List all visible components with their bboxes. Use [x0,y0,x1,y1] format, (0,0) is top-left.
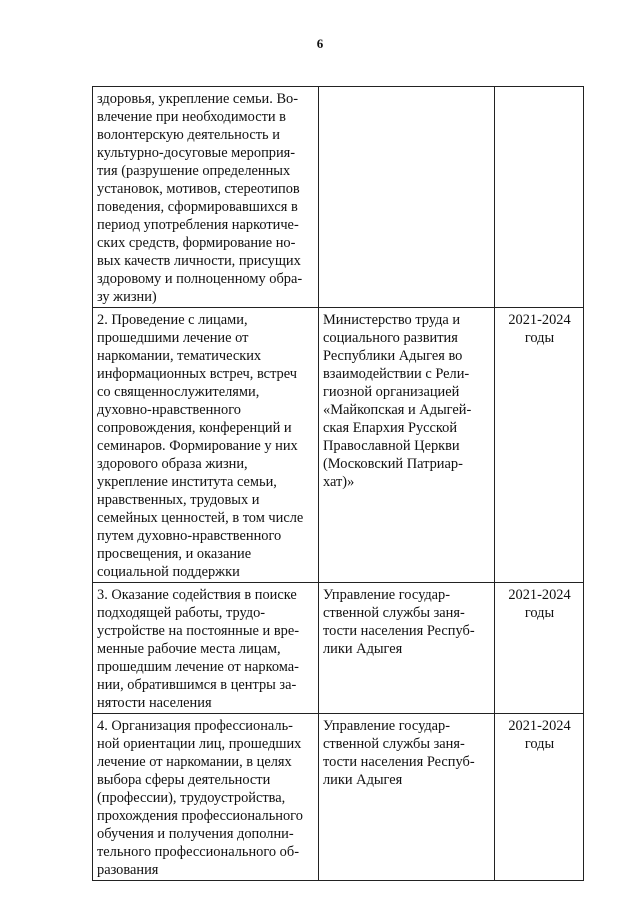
executor-cell: Министерство труда и социального развития Республики Адыгея во взаимодействии с Рели- гиозной организацией «Майкопская и Адыгей- ская Епархия Русской Православной Церкви (Московский Патриар- хат)» [319,308,495,583]
page-number: 6 [316,36,324,51]
measure-cell: 3. Оказание содействия в поиске подходящей работы, трудо- устройстве на постоянные и вре- менные рабочие места лицам, прошедшим лечение от наркома- нии, обратившимся в центры за- нятости населения [93,583,319,714]
measure-cell: 4. Организация профессиональ- ной ориентации лиц, прошедших лечение от наркомании, в целях выбора сферы деятельности (профессии), трудоустройства, прохождения профессионального обучения и получения дополни- тельного профессионального об- разования [93,714,319,881]
measure-cell: здоровья, укрепление семьи. Во- влечение при необходимости в волонтерскую деятельность и культурно-досуговые мероприя- тия (разрушение определенных установок, мотивов, стереотипов поведения, сформировавшихся в период употребления наркотиче- ских средств, формирование но- вых качеств личности, присущих здоровому и полноценному обра- зу жизни) [93,87,319,308]
table-row [93,583,584,714]
table-row [93,87,584,308]
period-cell [495,87,584,308]
table-row [93,308,584,583]
period-cell: 2021-2024 годы [495,308,584,583]
period-cell: 2021-2024 годы [495,714,584,881]
executor-cell [319,87,495,308]
measure-cell: 2. Проведение с лицами, прошедшими лечение от наркомании, тематических информационных встреч, встреч со священнослужителями, духовно-нравственного сопровождения, конференций и семинаров. Формирование у них здорового образа жизни, укрепление института семьи, нравственных, трудовых и семейных ценностей, в том числе путем духовно-нравственного просвещения, и оказание социальной поддержки [93,308,319,583]
measures-table [92,86,584,881]
period-cell: 2021-2024 годы [495,583,584,714]
table-row [93,714,584,881]
executor-cell: Управление государ- ственной службы заня- тости населения Респуб- лики Адыгея [319,583,495,714]
executor-cell: Управление государ- ственной службы заня- тости населения Респуб- лики Адыгея [319,714,495,881]
